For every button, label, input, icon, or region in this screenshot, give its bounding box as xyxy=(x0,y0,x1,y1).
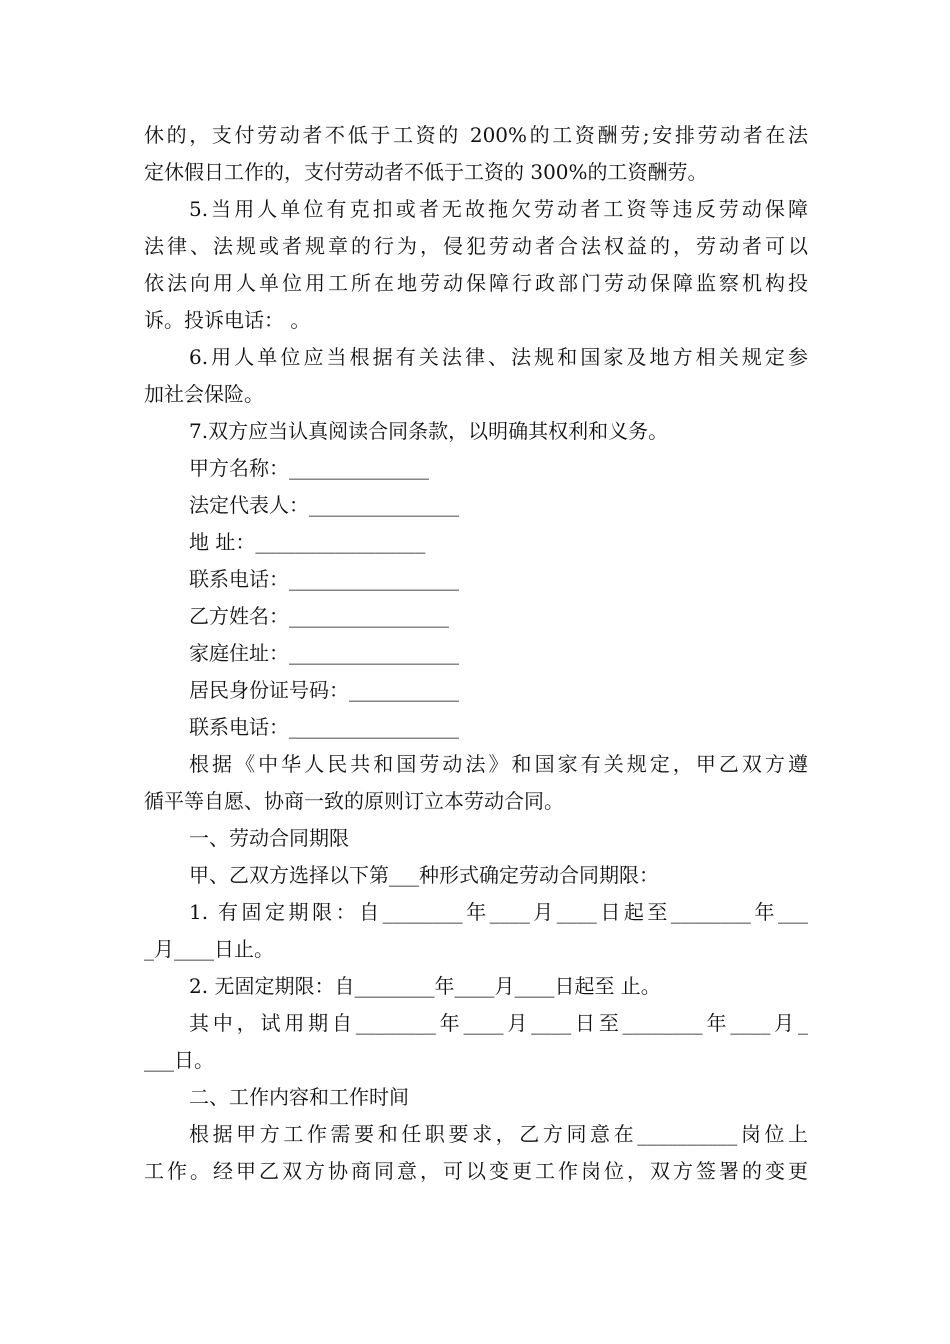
document-line: 工作。经甲乙双方协商同意，可以变更工作岗位，双方签署的变更 xyxy=(144,1159,808,1183)
document-line: 7.双方应当认真阅读合同条款，以明确其权利和义务。 xyxy=(189,419,669,443)
document-line: 二、工作内容和工作时间 xyxy=(189,1085,409,1109)
document-line: 6.用人单位应当根据有关法律、法规和国家及地方相关规定参 xyxy=(189,345,808,369)
document-line: 定休假日工作的，支付劳动者不低于工资的 300%的工资酬劳。 xyxy=(144,160,708,184)
document-line: ___日。 xyxy=(144,1048,214,1072)
document-line: 法定代表人：_______________ xyxy=(189,493,459,517)
document-line: 5.当用人单位有克扣或者无故拖欠劳动者工资等违反劳动保障 xyxy=(189,197,808,221)
document-line: 循平等自愿、协商一致的原则订立本劳动合同。 xyxy=(144,789,564,813)
document-line: 诉。投诉电话： 。 xyxy=(144,308,311,332)
document-line: 一、劳动合同期限 xyxy=(189,826,349,850)
document-line: 依法向用人单位用工所在地劳动保障行政部门劳动保障监察机构投 xyxy=(144,271,808,295)
document-line: 家庭住址：_________________ xyxy=(189,641,459,665)
document-line: 居民身份证号码：___________ xyxy=(189,678,459,702)
document-line: 1. 有固定期限：自________年____月____日起至________年___ xyxy=(189,900,808,924)
document-line: 根据《中华人民共和国劳动法》和国家有关规定，甲乙双方遵 xyxy=(189,752,808,776)
document-line: 其中，试用期自________年____月____日至________年____月_ xyxy=(189,1011,808,1035)
document-line: 2. 无固定期限：自________年____月____日起至 止。 xyxy=(189,974,661,998)
document-line: 根据甲方工作需要和任职要求，乙方同意在__________岗位上 xyxy=(189,1122,808,1146)
document-line: 加社会保险。 xyxy=(144,382,264,406)
document-line: _月____日止。 xyxy=(144,937,274,961)
document-line: 联系电话：_________________ xyxy=(189,567,459,591)
document-line: 法律、法规或者规章的行为，侵犯劳动者合法权益的，劳动者可以 xyxy=(144,234,808,258)
document-line: 甲、乙双方选择以下第___种形式确定劳动合同期限： xyxy=(189,863,659,887)
document-line: 联系电话：_________________ xyxy=(189,715,459,739)
document-line: 休的，支付劳动者不低于工资的 200%的工资酬劳;安排劳动者在法 xyxy=(144,123,808,147)
document-line: 乙方姓名：________________ xyxy=(189,604,449,628)
document-line: 地 址：_________________ xyxy=(189,530,426,554)
document-page xyxy=(144,117,808,1190)
document-line: 甲方名称：______________ xyxy=(189,456,429,480)
